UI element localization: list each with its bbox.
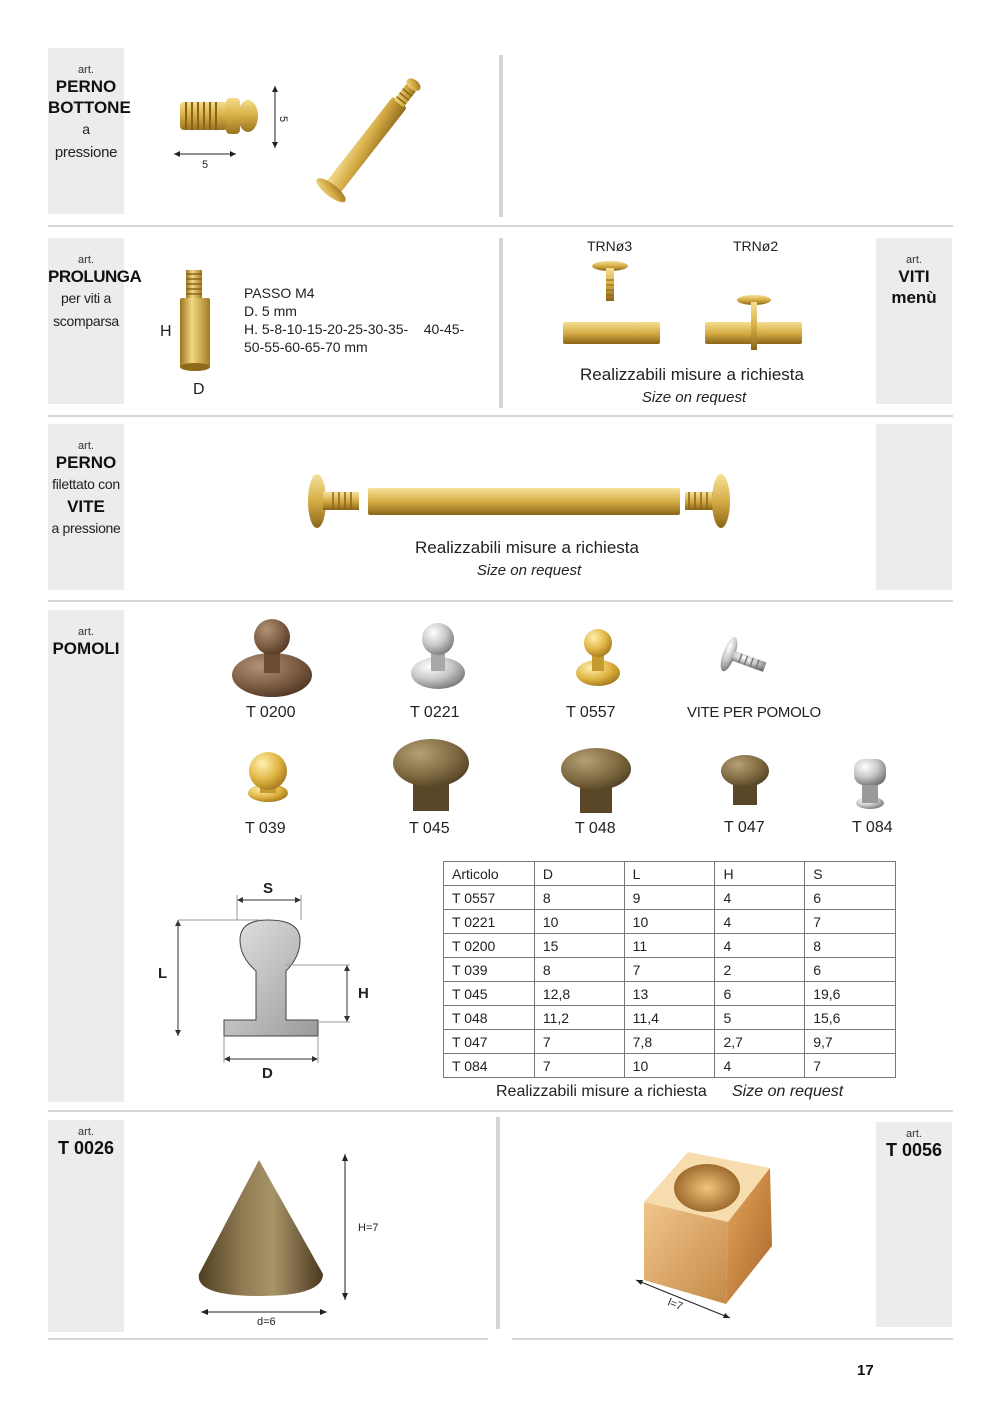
title-line1: PERNO (55, 77, 117, 96)
t0026-cone-illustration (195, 1150, 395, 1335)
table-header-cell: L (624, 862, 715, 886)
table-row (444, 886, 896, 910)
sub-line2: a pressione (51, 520, 121, 536)
pomolo-code: T 084 (852, 819, 893, 836)
table-row (444, 1006, 896, 1030)
art-label: art. (78, 440, 94, 452)
pomolo-code: T 0200 (246, 704, 296, 721)
viti-menu-label (876, 238, 952, 404)
svg-text:H=7: H=7 (358, 1222, 379, 1234)
table-cell: 9 (624, 886, 715, 910)
viti-variant-trn3: TRNø3 (587, 238, 633, 254)
pomolo-code: T 047 (724, 819, 765, 836)
t045-knob-icon (393, 739, 469, 811)
table-cell: 15,6 (805, 1006, 896, 1030)
prolunga-dim-h: H (160, 323, 172, 340)
table-cell: 4 (715, 934, 805, 958)
title: T 0026 (57, 1138, 115, 1158)
art-label: art. (906, 1128, 922, 1140)
title: T 0056 (885, 1140, 943, 1160)
t0221-knob-icon (411, 623, 465, 689)
title-line1: PERNO (55, 453, 117, 472)
table-cell: 6 (715, 982, 805, 1006)
table-cell: 7 (534, 1054, 624, 1078)
prolunga-spec-line3: H. 5-8-10-15-20-25-30-35- 40-45- (244, 321, 465, 337)
table-cell: 11,2 (534, 1006, 624, 1030)
table-cell: 2,7 (715, 1030, 805, 1054)
perno-bottone-label (48, 48, 131, 214)
table-header-cell: H (715, 862, 805, 886)
table-cell: 8 (534, 958, 624, 982)
pomolo-code: VITE PER POMOLO (687, 704, 821, 721)
table-cell: 4 (715, 910, 805, 934)
pomolo-code: T 045 (409, 820, 450, 837)
table-cell: 7 (805, 910, 896, 934)
svg-text:H: H (358, 985, 369, 1002)
table-cell: 11 (624, 934, 715, 958)
viti-variant-trn2: TRNø2 (733, 238, 779, 254)
art-label: art. (78, 64, 94, 76)
prolunga-dim-d: D (193, 381, 205, 398)
t0557-knob-icon (576, 629, 620, 686)
art-label: art. (78, 626, 94, 638)
svg-text:5: 5 (277, 116, 289, 123)
table-header-cell: S (805, 862, 896, 886)
table-cell: 5 (715, 1006, 805, 1030)
t048-knob-icon (561, 748, 631, 813)
divider-horizontal (48, 600, 953, 602)
title-line2: VITE (67, 497, 105, 516)
prolunga-illustration (175, 268, 215, 372)
table-cell: 6 (805, 958, 896, 982)
divider-horizontal (48, 1110, 953, 1112)
table-cell: 7 (624, 958, 715, 982)
t039-knob-icon (248, 752, 288, 802)
divider-horizontal (48, 225, 953, 227)
pomoli-row1-illustrations (220, 615, 780, 705)
viti-caption: Realizzabili misure a richiesta (580, 365, 804, 384)
perno-filettato-label (48, 424, 124, 590)
title: PROLUNGA (48, 267, 142, 286)
pomoli-label (48, 610, 124, 1102)
t0056-cube-illustration (630, 1140, 780, 1320)
table-cell: 7,8 (624, 1030, 715, 1054)
table-row (444, 910, 896, 934)
table-cell: 12,8 (534, 982, 624, 1006)
pomolo-code: T 0221 (410, 704, 460, 721)
long-pin-icon (313, 70, 431, 206)
table-cell: 9,7 (805, 1030, 896, 1054)
table-row (444, 958, 896, 982)
prolunga-spec-line4: 50-55-60-65-70 mm (244, 339, 368, 355)
prolunga-label (48, 238, 142, 404)
table-cell: 8 (805, 934, 896, 958)
viti-menu-illustration (555, 256, 815, 356)
table-cell: 10 (624, 910, 715, 934)
table-cell: T 0200 (444, 934, 535, 958)
table-cell: 10 (624, 1054, 715, 1078)
screw-icon (717, 635, 771, 684)
table-cell: T 084 (444, 1054, 535, 1078)
table-cell: 7 (805, 1054, 896, 1078)
title-line2: menù (891, 288, 937, 307)
title-line2: BOTTONE (48, 98, 131, 117)
small-pin-icon (180, 98, 258, 134)
svg-text:S: S (263, 880, 274, 897)
table-row (444, 1030, 896, 1054)
title-line1: VITI (898, 267, 930, 286)
perno-filettato-caption-en: Size on request (476, 562, 582, 579)
sub-line1: a (82, 121, 90, 137)
sub-line1: filettato con (52, 476, 120, 492)
art-label: art. (78, 1126, 94, 1138)
viti-caption-en: Size on request (641, 389, 747, 406)
svg-text:l=7: l=7 (665, 1296, 685, 1314)
table-cell: 2 (715, 958, 805, 982)
pomoli-spec-table (443, 861, 896, 1078)
table-cell: 13 (624, 982, 715, 1006)
table-cell: T 0557 (444, 886, 535, 910)
table-cell: T 039 (444, 958, 535, 982)
table-cell: T 0221 (444, 910, 535, 934)
table-cell: T 047 (444, 1030, 535, 1054)
art-label: art. (906, 254, 922, 266)
pomolo-code: T 0557 (566, 704, 616, 721)
pomoli-row2-illustrations (230, 735, 900, 820)
divider-vertical (499, 55, 503, 217)
perno-bottone-illustration (160, 62, 460, 212)
art-label: art. (78, 254, 94, 266)
pomolo-code: T 039 (245, 820, 286, 837)
pomoli-caption-en: Size on request (732, 1083, 844, 1100)
table-row (444, 1054, 896, 1078)
svg-text:5: 5 (202, 159, 209, 171)
perno-filettato-caption: Realizzabili misure a richiesta (415, 538, 639, 557)
table-cell: 15 (534, 934, 624, 958)
t0056-label (876, 1122, 952, 1327)
pomoli-caption: Realizzabili misure a richiesta (496, 1083, 707, 1100)
table-cell: T 045 (444, 982, 535, 1006)
table-cell: 7 (534, 1030, 624, 1054)
table-cell: 6 (805, 886, 896, 910)
sub-line2: scomparsa (53, 313, 119, 329)
table-cell: 11,4 (624, 1006, 715, 1030)
table-cell: 4 (715, 1054, 805, 1078)
svg-text:D: D (262, 1065, 273, 1082)
table-row (444, 982, 896, 1006)
divider-vertical (496, 1117, 500, 1329)
svg-text:d=6: d=6 (257, 1316, 276, 1328)
table-header-cell: D (534, 862, 624, 886)
table-cell: 19,6 (805, 982, 896, 1006)
table-cell: T 048 (444, 1006, 535, 1030)
t0026-label (48, 1120, 124, 1332)
perno-filettato-illustration (305, 470, 733, 532)
divider-horizontal (48, 415, 953, 417)
svg-text:L: L (158, 965, 168, 982)
table-cell: 8 (534, 886, 624, 910)
placeholder-box (876, 424, 952, 590)
t047-knob-icon (721, 755, 769, 805)
table-cell: 4 (715, 886, 805, 910)
table-header-row (444, 862, 896, 886)
knob-dimension-diagram (150, 875, 380, 1085)
pomolo-code: T 048 (575, 820, 616, 837)
t0200-knob-icon (232, 619, 312, 697)
table-cell: 10 (534, 910, 624, 934)
prolunga-spec-line1: PASSO M4 (244, 285, 315, 301)
page-number: 17 (857, 1362, 874, 1379)
t084-knob-icon (854, 759, 886, 809)
sub-line2: pressione (54, 144, 118, 161)
divider-horizontal (48, 1338, 488, 1340)
divider-horizontal (512, 1338, 953, 1340)
table-header-cell: Articolo (444, 862, 535, 886)
table-row (444, 934, 896, 958)
prolunga-spec-line2: D. 5 mm (244, 303, 297, 319)
title: POMOLI (52, 639, 120, 658)
sub-line1: per viti a (61, 290, 111, 306)
divider-vertical (499, 238, 503, 408)
